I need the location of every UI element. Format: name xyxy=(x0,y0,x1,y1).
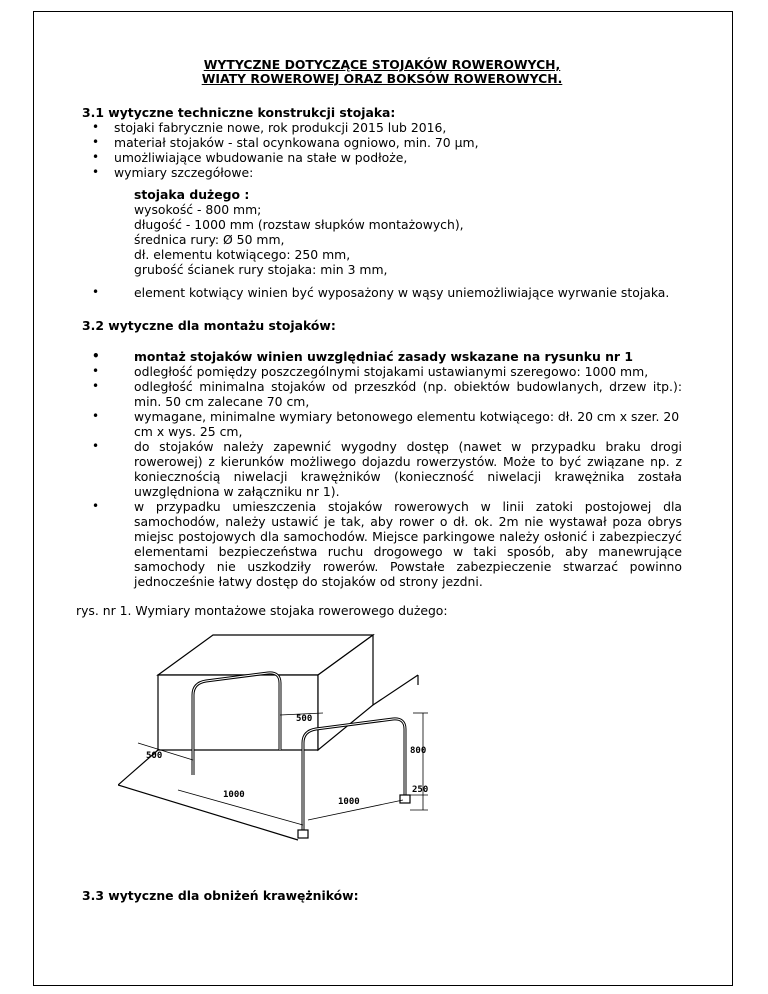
title-line-1: WYTYCZNE DOTYCZĄCE STOJAKÓW ROWEROWYCH, xyxy=(203,57,561,72)
figure-caption: rys. nr 1. Wymiary montażowe stojaka rowerowego dużego: xyxy=(76,603,448,618)
document-content xyxy=(76,57,682,618)
section-3-1-list xyxy=(30,120,682,180)
dim-label-1000-b: 1000 xyxy=(338,797,360,807)
list-item: • materiał stojaków - stal ocynkowana ogniowo, min. 70 µm, xyxy=(82,135,682,150)
dim-line: grubość ścianek rury stojaka: min 3 mm, xyxy=(134,262,388,277)
dim-label-1000-a: 1000 xyxy=(223,790,245,800)
list-item: • umożliwiające wbudowanie na stałe w podłoże, xyxy=(82,150,682,165)
list-item: • odległość pomiędzy poszczególnymi stojakami ustawianymi szeregowo: 1000 mm, xyxy=(82,364,682,379)
dim-label-800: 800 xyxy=(410,746,427,756)
rack-mounting-diagram xyxy=(118,625,448,845)
document-title xyxy=(82,58,682,86)
title-line-2: WIATY ROWEROWEJ ORAZ BOKSÓW ROWEROWYCH. xyxy=(201,71,563,86)
list-item: • wymagane, minimalne wymiary betonowego elementu kotwiącego: dł. 20 cm x szer. 20 cm x wys. 25 cm, xyxy=(82,409,682,439)
list-item: • montaż stojaków winien uwzględniać zasady wskazane na rysunku nr 1 xyxy=(82,349,682,364)
list-item: • stojaki fabrycznie nowe, rok produkcji 2015 lub 2016, xyxy=(82,120,682,135)
list-item: • do stojaków należy zapewnić wygodny dostęp (nawet w przypadku braku drogi rowerowej) z kierunków możliwego dojazdu rowerzystów. Może to być związane np. z koniecznością niwelacji krawężników (konieczność niwelacji krawężnika została uwzględniona w załączniku nr 1). xyxy=(82,439,682,499)
list-item: • element kotwiący winien być wyposażony w wąsy uniemożliwiające wyrwanie stojaka. xyxy=(82,285,682,300)
section-3-2-list xyxy=(82,349,682,589)
dim-line: dł. elementu kotwiącego: 250 mm, xyxy=(134,247,351,262)
anchor-list xyxy=(82,285,682,300)
large-rack-dimensions xyxy=(82,187,682,277)
large-rack-title: stojaka dużego : xyxy=(134,187,250,202)
dim-label-500-left: 500 xyxy=(146,751,163,761)
dim-line: wysokość - 800 mm; xyxy=(134,202,262,217)
list-item: • wymiary szczegółowe: xyxy=(82,165,682,180)
list-item: • odległość minimalna stojaków od przeszkód (np. obiektów budowlanych, drzew itp.): min. 50 cm zalecane 70 cm, xyxy=(82,379,682,409)
section-3-1-heading: 3.1 wytyczne techniczne konstrukcji stojaka: xyxy=(82,105,396,120)
dim-line: długość - 1000 mm (rozstaw słupków montażowych), xyxy=(134,217,464,232)
section-3-2-heading: 3.2 wytyczne dla montażu stojaków: xyxy=(82,318,336,333)
dim-line: średnica rury: Ø 50 mm, xyxy=(134,232,285,247)
list-item: • w przypadku umieszczenia stojaków rowerowych w linii zatoki postojowej dla samochodów, należy ustawić je tak, aby rower o dł. ok. 2m nie wystawał poza obrys miejsc postojowych dla samochodów. Miejsce parkingowe należy osłonić i zabezpieczyć elementami bezpieczeństwa ruchu drogowego w taki sposób, aby manewrujące samochody nie uszkodziły rowerów. Powstałe zabezpieczenie stwarzać powinno jednocześnie łatwy dostęp do stojaków od strony jezdni. xyxy=(82,499,682,589)
dim-label-500-top: 500 xyxy=(296,714,313,724)
dim-label-250: 250 xyxy=(412,785,429,795)
section-3-3-heading: 3.3 wytyczne dla obniżeń krawężników: xyxy=(82,888,359,903)
